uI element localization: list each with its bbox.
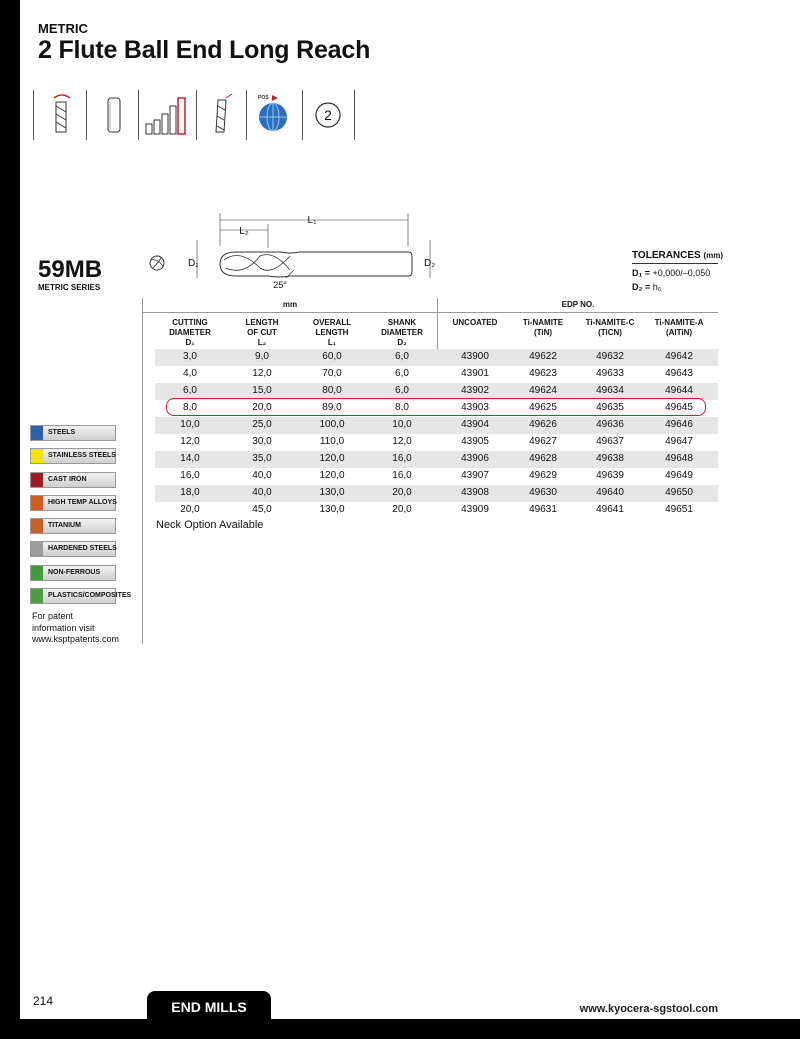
table-cell: 49644 [665, 385, 693, 396]
table-cell: 49647 [665, 436, 693, 447]
angle-label: 25° [273, 280, 287, 288]
highlighted-row-ring [166, 398, 706, 416]
table-cell: 49630 [529, 487, 557, 498]
bottom-black-band [0, 1019, 800, 1039]
table-row [155, 451, 718, 468]
icon-divider [86, 90, 87, 140]
table-cell: 14,0 [180, 453, 200, 464]
table-cell: 49623 [529, 368, 557, 379]
table-cell: 49625 [529, 402, 557, 413]
table-row [155, 434, 718, 451]
material-swatch [31, 473, 43, 487]
table-cell: 49643 [665, 368, 693, 379]
table-cell: 20,0 [392, 504, 412, 515]
table-cell: 49650 [665, 487, 693, 498]
material-label: CAST IRON [48, 475, 87, 483]
table-cell: 49622 [529, 351, 557, 362]
table-cell: 49631 [529, 504, 557, 515]
table-cell: 6,0 [395, 368, 409, 379]
table-cell: 12,0 [180, 436, 200, 447]
column-header: CUTTING DIAMETER D₁ [169, 318, 211, 347]
material-label: STEELS [48, 429, 76, 436]
material-label: HARDENED STEELS [48, 545, 117, 553]
material-swatch [31, 542, 43, 556]
flute-count-icon [310, 90, 350, 140]
table-cell: 10,0 [180, 419, 200, 430]
icon-divider [138, 90, 139, 140]
table-cell: 49640 [596, 487, 624, 498]
table-cell: 49639 [596, 470, 624, 481]
column-header: UNCOATED [452, 318, 498, 327]
column-header: Ti-NAMITE-C (TiCN) [585, 318, 635, 337]
pos-label: POS [258, 95, 269, 101]
table-cell: 8,0 [395, 402, 409, 413]
table-cell: 89,0 [322, 402, 342, 413]
table-row [155, 366, 718, 383]
material-badge [30, 425, 116, 441]
table-cell: 43900 [461, 351, 489, 362]
table-cell: 49632 [596, 351, 624, 362]
table-cell: 35,0 [252, 453, 272, 464]
section-tab: END MILLS [147, 991, 271, 1021]
icon-divider [246, 90, 247, 140]
d1-label: D₁ [188, 258, 199, 269]
page-title: 2 Flute Ball End Long Reach [38, 36, 371, 64]
table-cell: 20,0 [180, 504, 200, 515]
table-cell: 130,0 [319, 487, 345, 498]
table-cell: 6,0 [183, 385, 197, 396]
tolerances-title: TOLERANCES (mm) [632, 250, 724, 261]
table-row [155, 417, 718, 434]
table-cell: 49645 [665, 402, 693, 413]
table-cell: 49624 [529, 385, 557, 396]
table-cell: 120,0 [319, 453, 345, 464]
l2-label: L₂ [239, 226, 249, 237]
column-header: LENGTH OF CUT L₂ [245, 318, 279, 347]
length-series-icon [142, 90, 192, 140]
table-row [155, 468, 718, 485]
table-cell: 49637 [596, 436, 624, 447]
table-cell: 9,0 [255, 351, 269, 362]
table-cell: 15,0 [252, 385, 272, 396]
table-cell: 43909 [461, 504, 489, 515]
material-badge [30, 541, 116, 557]
table-cell: 43908 [461, 487, 489, 498]
table-cell: 40,0 [252, 470, 272, 481]
material-badge [30, 518, 116, 534]
table-left-rule [142, 298, 143, 644]
material-badge [30, 588, 132, 604]
table-cell: 49641 [596, 504, 624, 515]
table-cell: 20,0 [252, 402, 272, 413]
material-badge [30, 472, 116, 488]
table-cell: 10,0 [392, 419, 412, 430]
table-cell: 43905 [461, 436, 489, 447]
table-cell: 49636 [596, 419, 624, 430]
website-url: www.kyocera-sgstool.com [579, 1003, 718, 1015]
table-cell: 49638 [596, 453, 624, 464]
left-black-spine [0, 0, 20, 1039]
table-cell: 12,0 [252, 368, 272, 379]
table-cell: 43902 [461, 385, 489, 396]
table-cell: 20,0 [392, 487, 412, 498]
icon-divider [33, 90, 34, 140]
table-cell: 49634 [596, 385, 624, 396]
material-swatch [31, 589, 43, 603]
table-cell: 49633 [596, 368, 624, 379]
column-header: OVERALL LENGTH L₁ [312, 318, 352, 347]
material-swatch [31, 426, 43, 440]
icon-divider [354, 90, 355, 140]
material-swatch [31, 449, 43, 463]
material-swatch [31, 519, 43, 533]
table-cell: 16,0 [392, 470, 412, 481]
table-cell: 18,0 [180, 487, 200, 498]
material-swatch [31, 566, 43, 580]
pos-globe-icon [252, 90, 298, 140]
table-cell: 3,0 [183, 351, 197, 362]
material-label: PLASTICS/COMPOSITES [48, 592, 132, 600]
table-cell: 12,0 [392, 436, 412, 447]
tool-dimension-diagram [140, 208, 460, 288]
table-cell: 16,0 [392, 453, 412, 464]
table-cell: 6,0 [395, 351, 409, 362]
icon-divider [302, 90, 303, 140]
table-cell: 130,0 [319, 504, 345, 515]
group-header-mm: mm [282, 300, 298, 309]
table-cell: 43907 [461, 470, 489, 481]
table-cell: 45,0 [252, 504, 272, 515]
table-cell: 30,0 [252, 436, 272, 447]
table-cell: 8,0 [183, 402, 197, 413]
d2-label: D₂ [424, 258, 436, 269]
column-header: SHANK DIAMETER D₂ [381, 318, 423, 347]
table-row [155, 502, 718, 519]
shank-icon [94, 90, 134, 140]
table-row [155, 349, 718, 366]
table-cell: 16,0 [180, 470, 200, 481]
patent-note: For patent information visit www.ksptpatents.com [32, 611, 120, 644]
table-cell: 110,0 [319, 436, 345, 447]
column-header: Ti-NAMITE-A (AlTiN) [654, 318, 704, 337]
table-cell: 40,0 [252, 487, 272, 498]
table-cell: 49629 [529, 470, 557, 481]
table-cell: 80,0 [322, 385, 342, 396]
table-row [155, 485, 718, 502]
material-label: NON-FERROUS [48, 568, 101, 576]
table-cell: 25,0 [252, 419, 272, 430]
table-cell: 100,0 [319, 419, 345, 430]
series-name: 59MB [38, 256, 103, 283]
table-cell: 4,0 [183, 368, 197, 379]
table-cell: 49626 [529, 419, 557, 430]
table-cell: 49627 [529, 436, 557, 447]
table-cell: 43906 [461, 453, 489, 464]
column-header: Ti-NAMITE (TiN) [522, 318, 564, 337]
table-cell: 120,0 [319, 470, 345, 481]
icon-divider [196, 90, 197, 140]
category-label: METRIC [38, 21, 88, 36]
series-subtitle: METRIC SERIES [38, 283, 101, 292]
material-label: HIGH TEMP ALLOYS [48, 498, 117, 506]
material-swatch [31, 496, 43, 510]
tolerance-d2: D₂ = h₆ [632, 282, 662, 292]
spiral-flute-icon [42, 90, 82, 140]
material-legend [30, 425, 132, 611]
table-cell: 6,0 [395, 385, 409, 396]
table-cell: 43904 [461, 419, 489, 430]
group-header-rule [143, 312, 718, 313]
table-cell: 49635 [596, 402, 624, 413]
tolerance-d1: D₁ = +0,000/–0,050 [632, 268, 711, 278]
table-cell: 43901 [461, 368, 489, 379]
table-cell: 49651 [665, 504, 693, 515]
material-badge [30, 495, 116, 511]
tolerances-box [632, 250, 723, 292]
table-cell: 49649 [665, 470, 693, 481]
material-label: STAINLESS STEELS [48, 452, 116, 460]
material-label: TITANIUM [48, 522, 81, 530]
table-cell: 49648 [665, 453, 693, 464]
flute-count: 2 [324, 107, 332, 123]
table-cell: 43903 [461, 402, 489, 413]
helix-angle-icon [202, 90, 242, 140]
material-badge [30, 448, 116, 464]
table-cell: 60,0 [322, 351, 342, 362]
table-cell: 49642 [665, 351, 693, 362]
material-badge [30, 565, 116, 581]
group-header-edp: EDP NO. [561, 300, 595, 309]
product-table [155, 349, 718, 519]
page-number: 214 [33, 994, 54, 1008]
table-cell: 49628 [529, 453, 557, 464]
neck-option-note: Neck Option Available [156, 519, 264, 531]
table-cell: 70,0 [322, 368, 342, 379]
table-cell: 49646 [665, 419, 693, 430]
l1-label: L₁ [307, 215, 317, 226]
